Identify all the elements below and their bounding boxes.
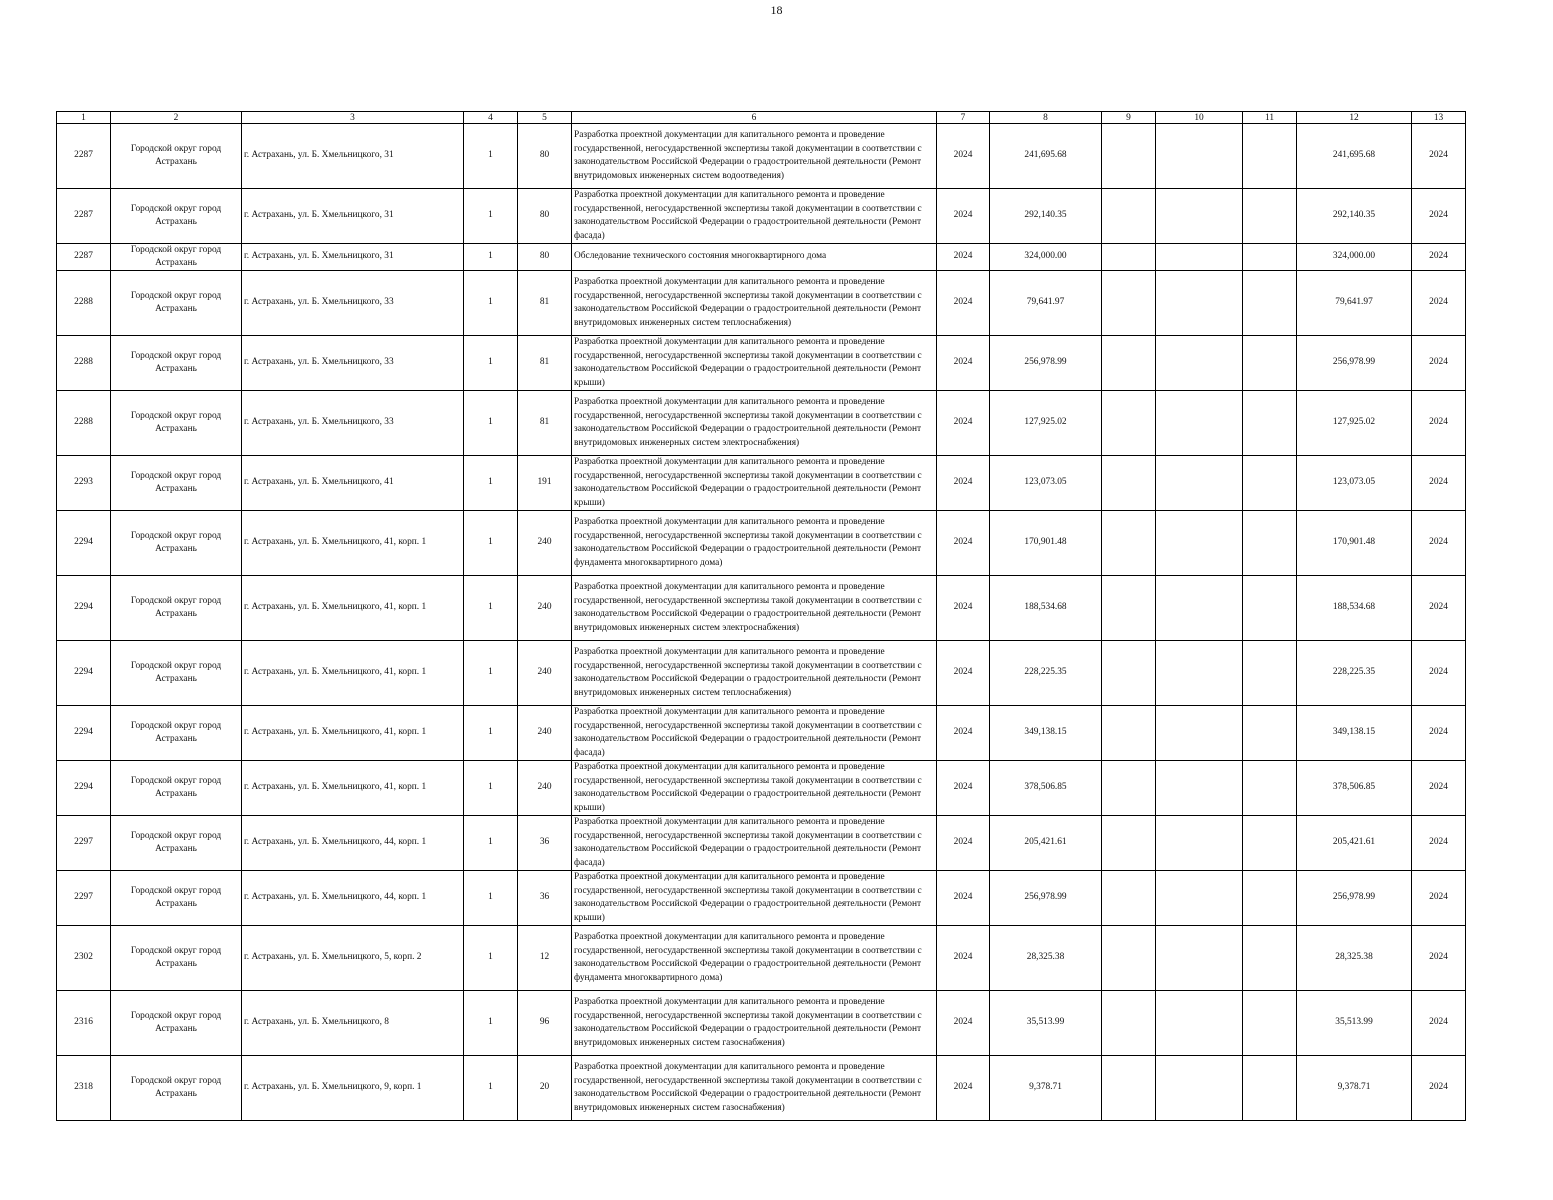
table-row bbox=[57, 871, 1466, 926]
col11-cell bbox=[1243, 124, 1297, 189]
col10-cell bbox=[1156, 391, 1243, 456]
col9-cell bbox=[1102, 816, 1156, 871]
col12-cell: 228,225.35 bbox=[1297, 641, 1412, 706]
col12-cell: 349,138.15 bbox=[1297, 706, 1412, 761]
col12-cell: 127,925.02 bbox=[1297, 391, 1412, 456]
row-id-cell: 2294 bbox=[57, 576, 111, 641]
col9-cell bbox=[1102, 926, 1156, 991]
col4-cell: 1 bbox=[464, 456, 518, 511]
col13-cell: 2024 bbox=[1412, 871, 1466, 926]
municipality-cell: Городской округ город Астрахань bbox=[111, 189, 242, 244]
address-cell: г. Астрахань, ул. Б. Хмельницкого, 8 bbox=[242, 991, 464, 1056]
col13-cell: 2024 bbox=[1412, 456, 1466, 511]
address-cell: г. Астрахань, ул. Б. Хмельницкого, 41, корп. 1 bbox=[242, 641, 464, 706]
col4-cell: 1 bbox=[464, 706, 518, 761]
address-cell: г. Астрахань, ул. Б. Хмельницкого, 33 bbox=[242, 271, 464, 336]
amount-cell: 292,140.35 bbox=[990, 189, 1102, 244]
col-header: 11 bbox=[1243, 112, 1297, 124]
col-header: 3 bbox=[242, 112, 464, 124]
table-row bbox=[57, 816, 1466, 871]
amount-cell: 35,513.99 bbox=[990, 991, 1102, 1056]
col5-cell: 36 bbox=[518, 871, 572, 926]
col13-cell: 2024 bbox=[1412, 816, 1466, 871]
work-description-cell: Разработка проектной документации для капитального ремонта и проведение государственной, негосударственной экспертизы такой документации в соответствии с законодательством Российской Федерации о градостроительной деятельности (Ремонт фасада) bbox=[572, 816, 937, 871]
year-cell: 2024 bbox=[937, 641, 990, 706]
work-description-cell: Разработка проектной документации для капитального ремонта и проведение государственной, негосударственной экспертизы такой документации в соответствии с законодательством Российской Федерации о градостроительной деятельности (Ремонт внутридомовых инженерных систем теплоснабжения) bbox=[572, 641, 937, 706]
work-description-cell: Разработка проектной документации для капитального ремонта и проведение государственной, негосударственной экспертизы такой документации в соответствии с законодательством Российской Федерации о градостроительной деятельности (Ремонт внутридомовых инженерных систем газоснабжения) bbox=[572, 991, 937, 1056]
col11-cell bbox=[1243, 871, 1297, 926]
col11-cell bbox=[1243, 816, 1297, 871]
col10-cell bbox=[1156, 271, 1243, 336]
year-cell: 2024 bbox=[937, 706, 990, 761]
row-id-cell: 2294 bbox=[57, 511, 111, 576]
col4-cell: 1 bbox=[464, 189, 518, 244]
work-description-cell: Обследование технического состояния многоквартирного дома bbox=[572, 244, 937, 271]
col10-cell bbox=[1156, 1056, 1243, 1121]
col5-cell: 240 bbox=[518, 641, 572, 706]
col9-cell bbox=[1102, 456, 1156, 511]
amount-cell: 349,138.15 bbox=[990, 706, 1102, 761]
col9-cell bbox=[1102, 189, 1156, 244]
col10-cell bbox=[1156, 189, 1243, 244]
col11-cell bbox=[1243, 641, 1297, 706]
col10-cell bbox=[1156, 926, 1243, 991]
col10-cell bbox=[1156, 871, 1243, 926]
col13-cell: 2024 bbox=[1412, 1056, 1466, 1121]
col9-cell bbox=[1102, 991, 1156, 1056]
address-cell: г. Астрахань, ул. Б. Хмельницкого, 33 bbox=[242, 391, 464, 456]
work-description-cell: Разработка проектной документации для капитального ремонта и проведение государственной, негосударственной экспертизы такой документации в соответствии с законодательством Российской Федерации о градостроительной деятельности (Ремонт крыши) bbox=[572, 456, 937, 511]
year-cell: 2024 bbox=[937, 761, 990, 816]
work-description-cell: Разработка проектной документации для капитального ремонта и проведение государственной, негосударственной экспертизы такой документации в соответствии с законодательством Российской Федерации о градостроительной деятельности (Ремонт внутридомовых инженерных систем электроснабжения) bbox=[572, 576, 937, 641]
amount-cell: 170,901.48 bbox=[990, 511, 1102, 576]
col5-cell: 80 bbox=[518, 124, 572, 189]
col11-cell bbox=[1243, 706, 1297, 761]
row-id-cell: 2287 bbox=[57, 244, 111, 271]
col5-cell: 240 bbox=[518, 511, 572, 576]
year-cell: 2024 bbox=[937, 124, 990, 189]
col-header: 6 bbox=[572, 112, 937, 124]
page-number: 18 bbox=[770, 3, 783, 17]
col9-cell bbox=[1102, 391, 1156, 456]
row-id-cell: 2288 bbox=[57, 336, 111, 391]
row-id-cell: 2287 bbox=[57, 189, 111, 244]
col5-cell: 240 bbox=[518, 761, 572, 816]
address-cell: г. Астрахань, ул. Б. Хмельницкого, 5, корп. 2 bbox=[242, 926, 464, 991]
row-id-cell: 2293 bbox=[57, 456, 111, 511]
col11-cell bbox=[1243, 189, 1297, 244]
col12-cell: 28,325.38 bbox=[1297, 926, 1412, 991]
col4-cell: 1 bbox=[464, 816, 518, 871]
col4-cell: 1 bbox=[464, 1056, 518, 1121]
address-cell: г. Астрахань, ул. Б. Хмельницкого, 41, корп. 1 bbox=[242, 706, 464, 761]
col4-cell: 1 bbox=[464, 511, 518, 576]
col5-cell: 12 bbox=[518, 926, 572, 991]
year-cell: 2024 bbox=[937, 871, 990, 926]
col12-cell: 35,513.99 bbox=[1297, 991, 1412, 1056]
col12-cell: 256,978.99 bbox=[1297, 336, 1412, 391]
row-id-cell: 2302 bbox=[57, 926, 111, 991]
table-row bbox=[57, 926, 1466, 991]
col5-cell: 240 bbox=[518, 576, 572, 641]
col12-cell: 188,534.68 bbox=[1297, 576, 1412, 641]
col10-cell bbox=[1156, 706, 1243, 761]
amount-cell: 127,925.02 bbox=[990, 391, 1102, 456]
col12-cell: 123,073.05 bbox=[1297, 456, 1412, 511]
col12-cell: 256,978.99 bbox=[1297, 871, 1412, 926]
col13-cell: 2024 bbox=[1412, 641, 1466, 706]
address-cell: г. Астрахань, ул. Б. Хмельницкого, 44, корп. 1 bbox=[242, 871, 464, 926]
row-id-cell: 2318 bbox=[57, 1056, 111, 1121]
amount-cell: 228,225.35 bbox=[990, 641, 1102, 706]
col13-cell: 2024 bbox=[1412, 189, 1466, 244]
col13-cell: 2024 bbox=[1412, 511, 1466, 576]
municipality-cell: Городской округ город Астрахань bbox=[111, 511, 242, 576]
col5-cell: 240 bbox=[518, 706, 572, 761]
year-cell: 2024 bbox=[937, 336, 990, 391]
col9-cell bbox=[1102, 871, 1156, 926]
year-cell: 2024 bbox=[937, 456, 990, 511]
address-cell: г. Астрахань, ул. Б. Хмельницкого, 41, корп. 1 bbox=[242, 511, 464, 576]
col4-cell: 1 bbox=[464, 871, 518, 926]
col11-cell bbox=[1243, 456, 1297, 511]
table-row bbox=[57, 761, 1466, 816]
col11-cell bbox=[1243, 926, 1297, 991]
amount-cell: 256,978.99 bbox=[990, 336, 1102, 391]
municipality-cell: Городской округ город Астрахань bbox=[111, 926, 242, 991]
table-row bbox=[57, 641, 1466, 706]
col12-cell: 241,695.68 bbox=[1297, 124, 1412, 189]
col11-cell bbox=[1243, 511, 1297, 576]
work-description-cell: Разработка проектной документации для капитального ремонта и проведение государственной, негосударственной экспертизы такой документации в соответствии с законодательством Российской Федерации о градостроительной деятельности (Ремонт фундамента многоквартирного дома) bbox=[572, 511, 937, 576]
col4-cell: 1 bbox=[464, 271, 518, 336]
col12-cell: 79,641.97 bbox=[1297, 271, 1412, 336]
col13-cell: 2024 bbox=[1412, 706, 1466, 761]
col10-cell bbox=[1156, 761, 1243, 816]
col-header: 10 bbox=[1156, 112, 1243, 124]
col13-cell: 2024 bbox=[1412, 244, 1466, 271]
work-description-cell: Разработка проектной документации для капитального ремонта и проведение государственной, негосударственной экспертизы такой документации в соответствии с законодательством Российской Федерации о градостроительной деятельности (Ремонт внутридомовых инженерных систем газоснабжения) bbox=[572, 1056, 937, 1121]
col-header: 7 bbox=[937, 112, 990, 124]
col-header: 1 bbox=[57, 112, 111, 124]
table-row bbox=[57, 576, 1466, 641]
year-cell: 2024 bbox=[937, 991, 990, 1056]
address-cell: г. Астрахань, ул. Б. Хмельницкого, 9, корп. 1 bbox=[242, 1056, 464, 1121]
year-cell: 2024 bbox=[937, 391, 990, 456]
col-header: 4 bbox=[464, 112, 518, 124]
col9-cell bbox=[1102, 1056, 1156, 1121]
col11-cell bbox=[1243, 761, 1297, 816]
year-cell: 2024 bbox=[937, 244, 990, 271]
amount-cell: 241,695.68 bbox=[990, 124, 1102, 189]
address-cell: г. Астрахань, ул. Б. Хмельницкого, 41, корп. 1 bbox=[242, 761, 464, 816]
col13-cell: 2024 bbox=[1412, 124, 1466, 189]
municipality-cell: Городской округ город Астрахань bbox=[111, 336, 242, 391]
col11-cell bbox=[1243, 1056, 1297, 1121]
col13-cell: 2024 bbox=[1412, 991, 1466, 1056]
col9-cell bbox=[1102, 761, 1156, 816]
col-header: 5 bbox=[518, 112, 572, 124]
col11-cell bbox=[1243, 336, 1297, 391]
col11-cell bbox=[1243, 271, 1297, 336]
col-header: 13 bbox=[1412, 112, 1466, 124]
table-row bbox=[57, 456, 1466, 511]
col10-cell bbox=[1156, 576, 1243, 641]
municipality-cell: Городской округ город Астрахань bbox=[111, 816, 242, 871]
row-id-cell: 2316 bbox=[57, 991, 111, 1056]
col5-cell: 96 bbox=[518, 991, 572, 1056]
col13-cell: 2024 bbox=[1412, 576, 1466, 641]
col10-cell bbox=[1156, 124, 1243, 189]
col10-cell bbox=[1156, 816, 1243, 871]
amount-cell: 9,378.71 bbox=[990, 1056, 1102, 1121]
header-row bbox=[57, 112, 1466, 124]
col13-cell: 2024 bbox=[1412, 271, 1466, 336]
municipality-cell: Городской округ город Астрахань bbox=[111, 456, 242, 511]
col9-cell bbox=[1102, 576, 1156, 641]
col13-cell: 2024 bbox=[1412, 391, 1466, 456]
municipality-cell: Городской округ город Астрахань bbox=[111, 641, 242, 706]
col4-cell: 1 bbox=[464, 576, 518, 641]
col13-cell: 2024 bbox=[1412, 336, 1466, 391]
table-body bbox=[57, 124, 1466, 1121]
table-row bbox=[57, 1056, 1466, 1121]
col11-cell bbox=[1243, 244, 1297, 271]
municipality-cell: Городской округ город Астрахань bbox=[111, 124, 242, 189]
work-description-cell: Разработка проектной документации для капитального ремонта и проведение государственной, негосударственной экспертизы такой документации в соответствии с законодательством Российской Федерации о градостроительной деятельности (Ремонт фасада) bbox=[572, 706, 937, 761]
col5-cell: 191 bbox=[518, 456, 572, 511]
col10-cell bbox=[1156, 244, 1243, 271]
col11-cell bbox=[1243, 991, 1297, 1056]
col5-cell: 81 bbox=[518, 391, 572, 456]
amount-cell: 378,506.85 bbox=[990, 761, 1102, 816]
address-cell: г. Астрахань, ул. Б. Хмельницкого, 33 bbox=[242, 336, 464, 391]
col4-cell: 1 bbox=[464, 391, 518, 456]
table-row bbox=[57, 706, 1466, 761]
work-description-cell: Разработка проектной документации для капитального ремонта и проведение государственной, негосударственной экспертизы такой документации в соответствии с законодательством Российской Федерации о градостроительной деятельности (Ремонт крыши) bbox=[572, 761, 937, 816]
year-cell: 2024 bbox=[937, 816, 990, 871]
row-id-cell: 2294 bbox=[57, 706, 111, 761]
col-header: 2 bbox=[111, 112, 242, 124]
table-row bbox=[57, 271, 1466, 336]
table-row bbox=[57, 391, 1466, 456]
row-id-cell: 2294 bbox=[57, 641, 111, 706]
table-row bbox=[57, 991, 1466, 1056]
col11-cell bbox=[1243, 576, 1297, 641]
col9-cell bbox=[1102, 706, 1156, 761]
table-row bbox=[57, 189, 1466, 244]
municipality-cell: Городской округ город Астрахань bbox=[111, 871, 242, 926]
year-cell: 2024 bbox=[937, 189, 990, 244]
municipality-cell: Городской округ город Астрахань bbox=[111, 761, 242, 816]
amount-cell: 123,073.05 bbox=[990, 456, 1102, 511]
municipality-cell: Городской округ город Астрахань bbox=[111, 391, 242, 456]
col13-cell: 2024 bbox=[1412, 926, 1466, 991]
address-cell: г. Астрахань, ул. Б. Хмельницкого, 31 bbox=[242, 189, 464, 244]
col4-cell: 1 bbox=[464, 641, 518, 706]
col4-cell: 1 bbox=[464, 926, 518, 991]
municipality-cell: Городской округ город Астрахань bbox=[111, 706, 242, 761]
col9-cell bbox=[1102, 511, 1156, 576]
year-cell: 2024 bbox=[937, 1056, 990, 1121]
col9-cell bbox=[1102, 336, 1156, 391]
address-cell: г. Астрахань, ул. Б. Хмельницкого, 41 bbox=[242, 456, 464, 511]
col12-cell: 170,901.48 bbox=[1297, 511, 1412, 576]
work-description-cell: Разработка проектной документации для капитального ремонта и проведение государственной, негосударственной экспертизы такой документации в соответствии с законодательством Российской Федерации о градостроительной деятельности (Ремонт внутридомовых инженерных систем водоотведения) bbox=[572, 124, 937, 189]
municipality-cell: Городской округ город Астрахань bbox=[111, 244, 242, 271]
work-description-cell: Разработка проектной документации для капитального ремонта и проведение государственной, негосударственной экспертизы такой документации в соответствии с законодательством Российской Федерации о градостроительной деятельности (Ремонт фундамента многоквартирного дома) bbox=[572, 926, 937, 991]
work-description-cell: Разработка проектной документации для капитального ремонта и проведение государственной, негосударственной экспертизы такой документации в соответствии с законодательством Российской Федерации о градостроительной деятельности (Ремонт внутридомовых инженерных систем электроснабжения) bbox=[572, 391, 937, 456]
col5-cell: 80 bbox=[518, 189, 572, 244]
col9-cell bbox=[1102, 641, 1156, 706]
table-row bbox=[57, 124, 1466, 189]
work-description-cell: Разработка проектной документации для капитального ремонта и проведение государственной, негосударственной экспертизы такой документации в соответствии с законодательством Российской Федерации о градостроительной деятельности (Ремонт крыши) bbox=[572, 336, 937, 391]
address-cell: г. Астрахань, ул. Б. Хмельницкого, 31 bbox=[242, 244, 464, 271]
amount-cell: 28,325.38 bbox=[990, 926, 1102, 991]
col5-cell: 81 bbox=[518, 336, 572, 391]
col10-cell bbox=[1156, 336, 1243, 391]
col5-cell: 20 bbox=[518, 1056, 572, 1121]
col10-cell bbox=[1156, 511, 1243, 576]
col4-cell: 1 bbox=[464, 761, 518, 816]
year-cell: 2024 bbox=[937, 271, 990, 336]
work-description-cell: Разработка проектной документации для капитального ремонта и проведение государственной, негосударственной экспертизы такой документации в соответствии с законодательством Российской Федерации о градостроительной деятельности (Ремонт крыши) bbox=[572, 871, 937, 926]
year-cell: 2024 bbox=[937, 511, 990, 576]
col9-cell bbox=[1102, 124, 1156, 189]
municipality-cell: Городской округ город Астрахань bbox=[111, 1056, 242, 1121]
address-cell: г. Астрахань, ул. Б. Хмельницкого, 44, корп. 1 bbox=[242, 816, 464, 871]
row-id-cell: 2294 bbox=[57, 761, 111, 816]
col10-cell bbox=[1156, 991, 1243, 1056]
row-id-cell: 2288 bbox=[57, 271, 111, 336]
col11-cell bbox=[1243, 391, 1297, 456]
amount-cell: 79,641.97 bbox=[990, 271, 1102, 336]
work-description-cell: Разработка проектной документации для капитального ремонта и проведение государственной, негосударственной экспертизы такой документации в соответствии с законодательством Российской Федерации о градостроительной деятельности (Ремонт внутридомовых инженерных систем теплоснабжения) bbox=[572, 271, 937, 336]
col9-cell bbox=[1102, 271, 1156, 336]
col4-cell: 1 bbox=[464, 991, 518, 1056]
col12-cell: 324,000.00 bbox=[1297, 244, 1412, 271]
col4-cell: 1 bbox=[464, 336, 518, 391]
address-cell: г. Астрахань, ул. Б. Хмельницкого, 31 bbox=[242, 124, 464, 189]
col9-cell bbox=[1102, 244, 1156, 271]
col13-cell: 2024 bbox=[1412, 761, 1466, 816]
amount-cell: 256,978.99 bbox=[990, 871, 1102, 926]
col12-cell: 205,421.61 bbox=[1297, 816, 1412, 871]
municipality-cell: Городской округ город Астрахань bbox=[111, 991, 242, 1056]
col12-cell: 9,378.71 bbox=[1297, 1056, 1412, 1121]
col12-cell: 292,140.35 bbox=[1297, 189, 1412, 244]
col12-cell: 378,506.85 bbox=[1297, 761, 1412, 816]
col5-cell: 80 bbox=[518, 244, 572, 271]
row-id-cell: 2288 bbox=[57, 391, 111, 456]
year-cell: 2024 bbox=[937, 576, 990, 641]
col-header: 8 bbox=[990, 112, 1102, 124]
col4-cell: 1 bbox=[464, 124, 518, 189]
amount-cell: 324,000.00 bbox=[990, 244, 1102, 271]
table-row bbox=[57, 336, 1466, 391]
row-id-cell: 2297 bbox=[57, 816, 111, 871]
address-cell: г. Астрахань, ул. Б. Хмельницкого, 41, корп. 1 bbox=[242, 576, 464, 641]
col-header: 9 bbox=[1102, 112, 1156, 124]
year-cell: 2024 bbox=[937, 926, 990, 991]
col10-cell bbox=[1156, 641, 1243, 706]
table-row bbox=[57, 244, 1466, 271]
col10-cell bbox=[1156, 456, 1243, 511]
row-id-cell: 2297 bbox=[57, 871, 111, 926]
work-description-cell: Разработка проектной документации для капитального ремонта и проведение государственной, негосударственной экспертизы такой документации в соответствии с законодательством Российской Федерации о градостроительной деятельности (Ремонт фасада) bbox=[572, 189, 937, 244]
row-id-cell: 2287 bbox=[57, 124, 111, 189]
amount-cell: 205,421.61 bbox=[990, 816, 1102, 871]
amount-cell: 188,534.68 bbox=[990, 576, 1102, 641]
municipality-cell: Городской округ город Астрахань bbox=[111, 576, 242, 641]
municipality-cell: Городской округ город Астрахань bbox=[111, 271, 242, 336]
works-table bbox=[56, 111, 1466, 1121]
table-row bbox=[57, 511, 1466, 576]
col4-cell: 1 bbox=[464, 244, 518, 271]
col-header: 12 bbox=[1297, 112, 1412, 124]
col5-cell: 81 bbox=[518, 271, 572, 336]
col5-cell: 36 bbox=[518, 816, 572, 871]
